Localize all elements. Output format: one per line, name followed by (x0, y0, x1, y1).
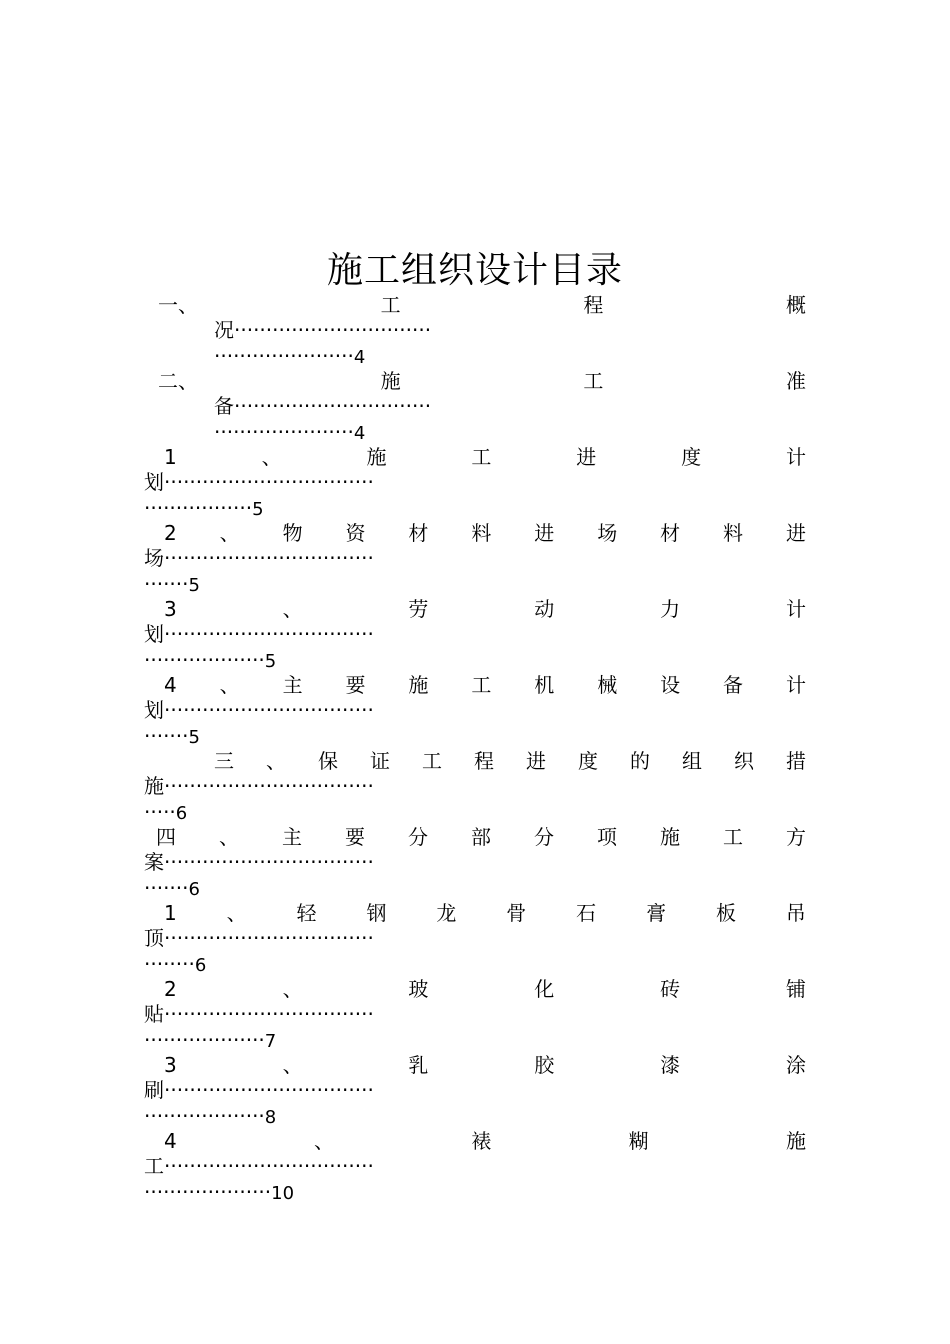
toc-entry-leader-line (144, 545, 806, 571)
toc-heading-char: 一、 (158, 293, 198, 317)
toc-heading-char: 机 (534, 673, 555, 697)
toc-entry-page-line (144, 1179, 294, 1205)
toc-entry (0, 976, 950, 1052)
toc-entry-heading-line (156, 824, 806, 850)
toc-heading-char: 计 (785, 445, 806, 469)
toc-entry (0, 900, 950, 976)
toc-entry-page-line (144, 951, 206, 977)
toc-heading-char: 料 (723, 521, 744, 545)
toc-entry (0, 596, 950, 672)
toc-entry-leader-line (144, 849, 806, 875)
toc-heading-char: 的 (630, 749, 650, 773)
toc-entry-leader-line (144, 469, 806, 495)
page-number: 4 (353, 423, 366, 444)
toc-heading-char: 织 (734, 749, 754, 773)
toc-entry-page-line (144, 1027, 276, 1053)
toc-heading-char: 计 (785, 597, 806, 621)
toc-entry-page-line (144, 723, 200, 749)
toc-heading-char: 部 (471, 825, 491, 849)
toc-entry (0, 748, 950, 824)
dot-leader: ······· (144, 724, 189, 748)
toc-heading-char: 物 (282, 521, 303, 545)
dot-leader: ································· (164, 926, 374, 950)
toc-heading-char: 轻 (296, 901, 317, 925)
dot-leader: ································· (164, 850, 374, 874)
dot-leader: ················· (144, 496, 253, 520)
toc-heading-char: 4 (164, 1129, 177, 1153)
toc-heading-char: 进 (526, 749, 546, 773)
toc-heading-char: 工 (471, 445, 492, 469)
toc-heading-char: 4 (164, 673, 177, 697)
toc-heading-char: 砖 (660, 977, 681, 1001)
toc-heading-char: 、 (282, 977, 303, 1001)
toc-heading-char: 膏 (646, 901, 667, 925)
toc-heading-char: 2 (164, 521, 177, 545)
toc-entry (0, 1052, 950, 1128)
toc-heading-char: 板 (715, 901, 736, 925)
toc-heading-char: 铺 (785, 977, 806, 1001)
dot-leader: ································· (164, 1002, 374, 1026)
dot-leader: ··················· (144, 1028, 265, 1052)
dot-leader: ······························· (234, 394, 432, 418)
toc-heading-char: 工 (471, 673, 492, 697)
page-number: 4 (353, 347, 366, 368)
toc-heading-tail: 贴 (144, 1002, 164, 1026)
toc-heading-char: 料 (471, 521, 492, 545)
toc-heading-char: 、 (219, 825, 239, 849)
toc-entry-leader-line (144, 1153, 806, 1179)
page-number: 5 (188, 727, 200, 748)
toc-heading-tail: 场 (144, 546, 164, 570)
toc-heading-char: 漆 (660, 1053, 681, 1077)
toc-heading-char: 胶 (534, 1053, 555, 1077)
toc-heading-char: 玻 (408, 977, 429, 1001)
toc-heading-char: 进 (576, 445, 597, 469)
toc-entry-leader-line (214, 317, 806, 343)
toc-heading-char: 分 (534, 825, 554, 849)
toc-heading-char: 骨 (506, 901, 527, 925)
toc-heading-char: 程 (474, 749, 494, 773)
toc-heading-tail: 案 (144, 850, 164, 874)
toc-entry-heading-line (158, 368, 806, 394)
toc-heading-tail: 施 (144, 774, 164, 798)
dot-leader: ······· (144, 572, 189, 596)
toc-entry-page-line (144, 875, 200, 901)
toc-entry-leader-line (144, 925, 806, 951)
toc-heading-char: 劳 (408, 597, 429, 621)
toc-heading-char: 乳 (408, 1053, 429, 1077)
toc-entry-heading-line (164, 1052, 806, 1078)
toc-entry-heading-line (164, 900, 806, 926)
toc-entry-page-line (214, 343, 365, 369)
toc-heading-char: 糊 (628, 1129, 649, 1153)
toc-entry-leader-line (214, 393, 806, 419)
toc-heading-char: 要 (345, 825, 365, 849)
toc-entry-heading-line (164, 520, 806, 546)
toc-heading-char: 度 (578, 749, 598, 773)
table-of-contents (0, 292, 950, 1204)
toc-heading-char: 概 (785, 293, 806, 317)
toc-heading-char: 施 (408, 673, 429, 697)
toc-entry-heading-line (158, 292, 806, 318)
toc-heading-char: 裱 (471, 1129, 492, 1153)
toc-heading-char: 、 (261, 445, 282, 469)
dot-leader: ································· (164, 546, 374, 570)
toc-heading-tail: 刷 (144, 1078, 164, 1102)
dot-leader: ······· (144, 876, 189, 900)
toc-heading-char: 、 (219, 673, 240, 697)
toc-entry-heading-line (214, 748, 806, 774)
toc-entry-heading-line (164, 672, 806, 698)
toc-heading-char: 设 (660, 673, 681, 697)
page-number: 8 (264, 1107, 277, 1128)
toc-entry-page-line (144, 647, 276, 673)
page-number: 7 (264, 1031, 277, 1052)
toc-heading-char: 力 (660, 597, 681, 621)
dot-leader: ···················· (144, 1180, 272, 1204)
toc-heading-char: 三 (214, 749, 234, 773)
toc-entry-leader-line (144, 1077, 806, 1103)
toc-heading-char: 材 (660, 521, 681, 545)
toc-entry-heading-line (164, 976, 806, 1002)
page-number: 5 (264, 651, 277, 672)
toc-heading-char: 、 (314, 1129, 335, 1153)
toc-heading-char: 程 (583, 293, 604, 317)
toc-heading-char: 吊 (785, 901, 806, 925)
toc-heading-char: 钢 (366, 901, 387, 925)
toc-heading-tail: 顶 (144, 926, 164, 950)
dot-leader: ··················· (144, 648, 265, 672)
toc-entry (0, 444, 950, 520)
page-number: 6 (175, 803, 188, 824)
page-number: 6 (194, 955, 207, 976)
toc-entry-heading-line (164, 596, 806, 622)
toc-heading-char: 施 (660, 825, 680, 849)
toc-entry-page-line (144, 495, 264, 521)
page-number: 6 (188, 879, 200, 900)
toc-heading-char: 施 (785, 1129, 806, 1153)
page-number: 5 (188, 575, 200, 596)
toc-heading-tail: 划 (144, 698, 164, 722)
toc-entry-leader-line (144, 1001, 806, 1027)
toc-heading-char: 1 (164, 445, 177, 469)
toc-heading-char: 四 (156, 825, 176, 849)
toc-heading-char: 3 (164, 1053, 177, 1077)
toc-heading-char: 工 (380, 293, 401, 317)
page-number: 10 (271, 1183, 295, 1204)
dot-leader: ····· (144, 800, 176, 824)
toc-heading-char: 准 (785, 369, 806, 393)
toc-entry-page-line (214, 419, 365, 445)
toc-heading-char: 项 (597, 825, 617, 849)
dot-leader: ······················ (214, 420, 354, 444)
dot-leader: ······························· (234, 318, 432, 342)
dot-leader: ································· (164, 470, 374, 494)
toc-heading-char: 分 (408, 825, 428, 849)
toc-heading-tail: 备 (214, 394, 234, 418)
toc-entry-page-line (144, 799, 187, 825)
dot-leader: ································· (164, 774, 374, 798)
toc-heading-tail: 况 (214, 318, 234, 342)
toc-heading-char: 度 (681, 445, 702, 469)
toc-heading-tail: 工 (144, 1154, 164, 1178)
toc-entry-leader-line (144, 697, 806, 723)
toc-heading-char: 备 (723, 673, 744, 697)
toc-entry (0, 520, 950, 596)
toc-entry-heading-line (164, 1128, 806, 1154)
toc-heading-char: 涂 (785, 1053, 806, 1077)
toc-heading-char: 2 (164, 977, 177, 1001)
toc-heading-char: 化 (534, 977, 555, 1001)
toc-heading-char: 主 (282, 673, 303, 697)
toc-heading-char: 1 (164, 901, 177, 925)
toc-heading-char: 工 (583, 369, 604, 393)
toc-heading-char: 主 (282, 825, 302, 849)
toc-heading-char: 保 (318, 749, 338, 773)
toc-heading-char: 施 (366, 445, 387, 469)
toc-heading-char: 场 (597, 521, 618, 545)
toc-heading-char: 械 (597, 673, 618, 697)
toc-heading-char: 龙 (436, 901, 457, 925)
toc-entry-heading-line (164, 444, 806, 470)
toc-heading-char: 3 (164, 597, 177, 621)
toc-heading-char: 施 (380, 369, 401, 393)
toc-heading-char: 进 (534, 521, 555, 545)
toc-heading-char: 资 (345, 521, 366, 545)
toc-heading-char: 计 (785, 673, 806, 697)
toc-heading-char: 工 (422, 749, 442, 773)
toc-heading-tail: 划 (144, 470, 164, 494)
toc-heading-char: 措 (786, 749, 806, 773)
dot-leader: ········ (144, 952, 195, 976)
dot-leader: ································· (164, 698, 374, 722)
toc-heading-char: 进 (785, 521, 806, 545)
toc-entry-leader-line (144, 621, 806, 647)
toc-heading-char: 二、 (158, 369, 198, 393)
dot-leader: ································· (164, 1078, 374, 1102)
toc-heading-char: 材 (408, 521, 429, 545)
toc-entry (0, 1128, 950, 1204)
toc-heading-char: 动 (534, 597, 555, 621)
toc-heading-char: 、 (282, 597, 303, 621)
toc-heading-char: 石 (576, 901, 597, 925)
toc-heading-char: 方 (786, 825, 806, 849)
toc-heading-tail: 划 (144, 622, 164, 646)
dot-leader: ··················· (144, 1104, 265, 1128)
toc-entry-leader-line (144, 773, 806, 799)
document-title: 施工组织设计目录 (326, 250, 623, 291)
dot-leader: ······················ (214, 344, 354, 368)
toc-heading-char: 、 (226, 901, 247, 925)
toc-heading-char: 、 (282, 1053, 303, 1077)
toc-heading-char: 、 (219, 521, 240, 545)
toc-heading-char: 证 (370, 749, 390, 773)
toc-entry (0, 292, 950, 368)
dot-leader: ································· (164, 1154, 374, 1178)
page-number: 5 (252, 499, 264, 520)
toc-heading-char: 、 (266, 749, 286, 773)
toc-entry-page-line (144, 571, 200, 597)
toc-entry (0, 824, 950, 900)
dot-leader: ································· (164, 622, 374, 646)
toc-heading-char: 要 (345, 673, 366, 697)
toc-entry-page-line (144, 1103, 276, 1129)
toc-entry (0, 672, 950, 748)
toc-heading-char: 工 (723, 825, 743, 849)
toc-heading-char: 组 (682, 749, 702, 773)
toc-entry (0, 368, 950, 444)
